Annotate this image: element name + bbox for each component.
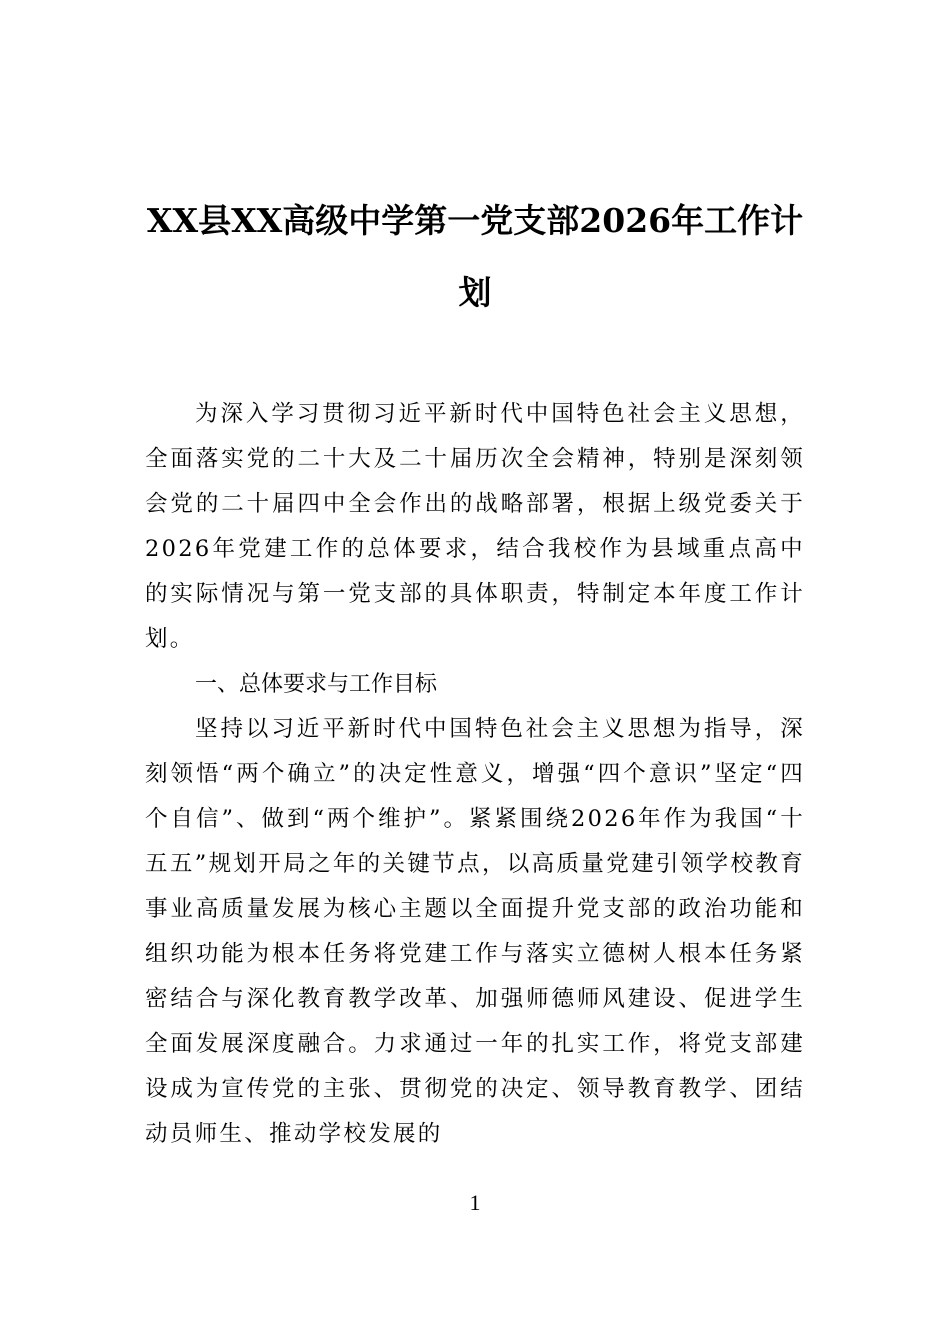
section-paragraph: 坚持以习近平新时代中国特色社会主义思想为指导，深刻领悟“两个确立”的决定性意义，增强“四个意识”坚定“四个自信”、做到“两个维护”。紧紧围绕2026年作为我国“十五五”规划开局之年的关键节点，以高质量党建引领学校教育事业高质量发展为核心主题以全面提升党支部的政治功能和组织功能为根本任务将党建工作与落实立德树人根本任务紧密结合与深化教育教学改革、加强师德师风建设、促进学生全面发展深度融合。力求通过一年的扎实工作，将党支部建设成为宣传党的主张、贯彻党的决定、领导教育教学、团结动员师生、推动学校发展的	[145, 716, 805, 1147]
page-number: 1	[469, 1190, 481, 1215]
document-title: XX县XX高级中学第一党支部2026年工作计划	[146, 201, 804, 312]
section-heading: 一、总体要求与工作目标	[195, 672, 438, 697]
intro-paragraph: 为深入学习贯彻习近平新时代中国特色社会主义思想，全面落实党的二十大及二十届历次全会精神，特别是深刻领会党的二十届四中全会作出的战略部署，根据上级党委关于2026年党建工作的总体要求，结合我校作为县域重点高中的实际情况与第一党支部的具体职责，特制定本年度工作计划。	[145, 401, 805, 652]
document-body	[145, 392, 805, 1157]
